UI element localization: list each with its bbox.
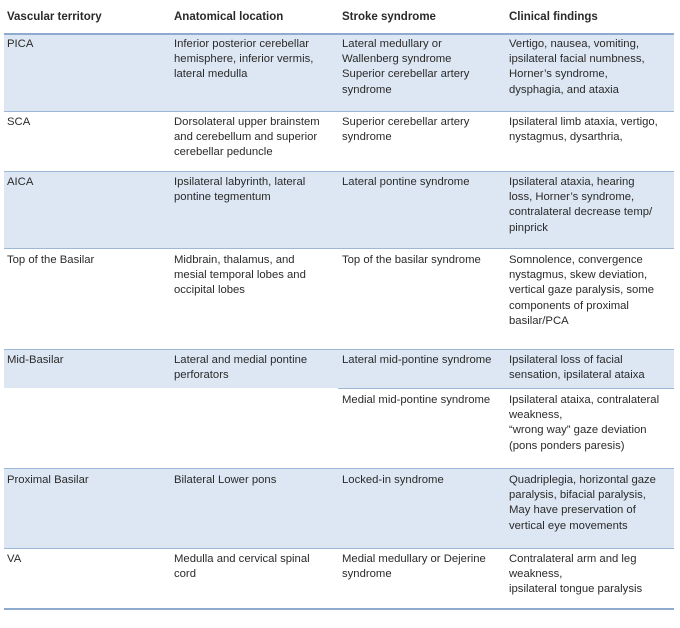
- cell-findings: Quadriplegia, horizontal gaze paralysis, bifacial paralysis, May have preservation of vertical eye movements: [509, 474, 656, 532]
- table-bottom-rule: [4, 608, 674, 610]
- cell-findings: Ipsilateral limb ataxia, vertigo, nystagmus, dysarthria,: [509, 116, 658, 144]
- cell-syndrome: Top of the basilar syndrome: [342, 254, 481, 266]
- cell-location: Midbrain, thalamus, and mesial temporal lobes and occipital lobes: [174, 254, 306, 297]
- row-rule: [4, 248, 674, 249]
- header-clinical-findings: Clinical findings: [509, 11, 598, 23]
- cell-syndrome: Lateral medullary or Wallenberg syndrome Superior cerebellar artery syndrome: [342, 38, 470, 96]
- cell-findings: Ipsilateral loss of facial sensation, ipsilateral ataixa: [509, 354, 645, 382]
- cell-territory: AICA: [7, 176, 34, 188]
- row-rule: [4, 468, 674, 469]
- cell-syndrome: Locked-in syndrome: [342, 474, 444, 486]
- header-anatomical-location: Anatomical location: [174, 11, 284, 23]
- cell-location: Ipsilateral labyrinth, lateral pontine tegmentum: [174, 176, 306, 204]
- cell-territory: Top of the Basilar: [7, 254, 95, 266]
- cell-findings: Ipsilateral ataxia, hearing loss, Horner’s syndrome, contralateral decrease temp/ pinprick: [509, 176, 653, 234]
- cell-location: Medulla and cervical spinal cord: [174, 553, 310, 581]
- header-top-rule: [4, 33, 674, 35]
- cell-location: Lateral and medial pontine perforators: [174, 354, 308, 382]
- cell-findings: Vertigo, nausea, vomiting, ipsilateral facial numbness, Horner’s syndrome, dysphagia, and ataxia: [509, 38, 645, 96]
- header-vascular-territory: Vascular territory: [7, 11, 102, 23]
- cell-syndrome: Medial mid-pontine syndrome: [342, 394, 491, 406]
- cell-findings: Ipsilateral ataixa, contralateral weakness, “wrong way” gaze deviation (pons ponders paresis): [509, 394, 660, 452]
- row-rule: [4, 171, 674, 172]
- row-rule: [4, 548, 674, 549]
- cell-location: Inferior posterior cerebellar hemisphere, inferior vermis, lateral medulla: [174, 38, 314, 81]
- sub-row-rule: [338, 388, 674, 389]
- cell-syndrome: Superior cerebellar artery syndrome: [342, 116, 470, 144]
- cell-territory: Proximal Basilar: [7, 474, 89, 486]
- cell-territory: PICA: [7, 38, 34, 50]
- cell-findings: Somnolence, convergence nystagmus, skew deviation, vertical gaze paralysis, some components of proximal basilar/PCA: [509, 254, 655, 327]
- header-stroke-syndrome: Stroke syndrome: [342, 11, 436, 23]
- cell-territory: Mid-Basilar: [7, 354, 64, 366]
- cell-syndrome: Lateral pontine syndrome: [342, 176, 470, 188]
- cell-territory: SCA: [7, 116, 31, 128]
- cell-findings: Contralateral arm and leg weakness, ipsilateral tongue paralysis: [509, 553, 643, 596]
- cell-location: Bilateral Lower pons: [174, 474, 277, 486]
- cell-syndrome: Lateral mid-pontine syndrome: [342, 354, 492, 366]
- row-rule: [4, 349, 674, 350]
- cell-territory: VA: [7, 553, 22, 565]
- row-rule: [4, 111, 674, 112]
- cell-location: Dorsolateral upper brainstem and cerebellum and superior cerebellar peduncle: [174, 116, 320, 159]
- cell-syndrome: Medial medullary or Dejerine syndrome: [342, 553, 486, 581]
